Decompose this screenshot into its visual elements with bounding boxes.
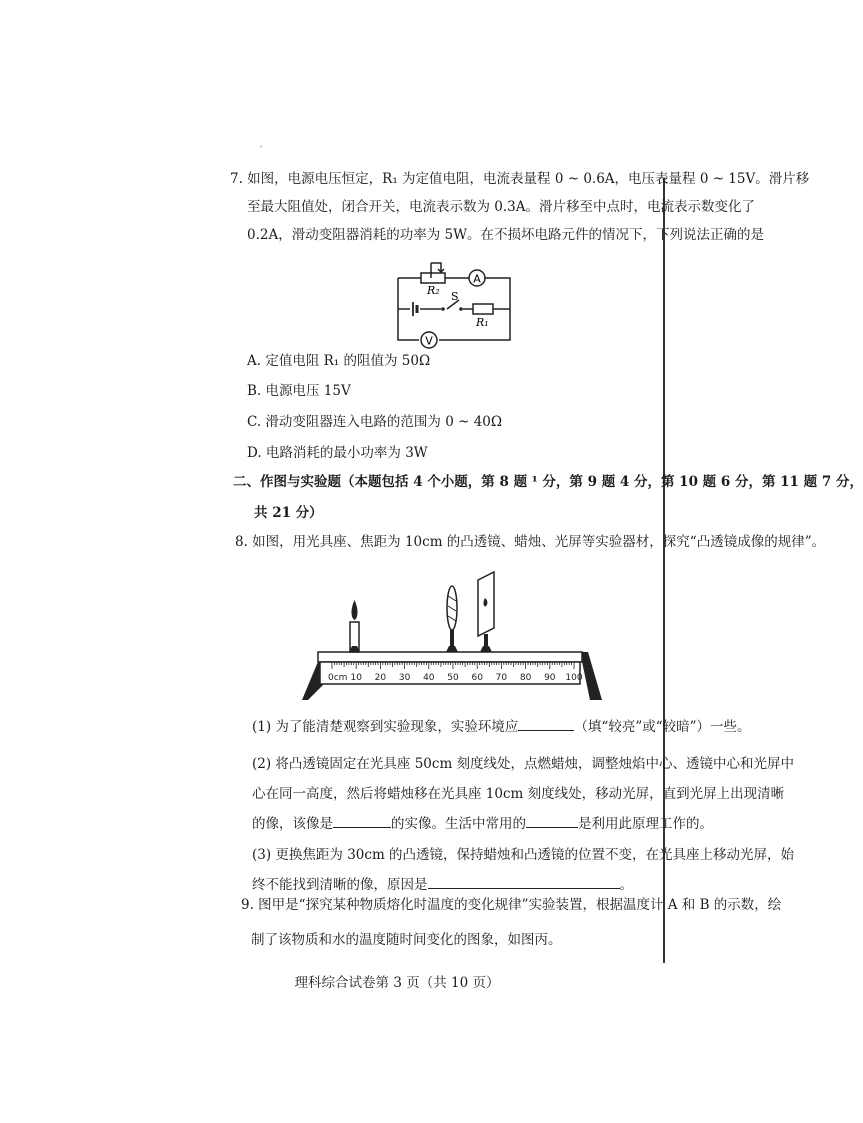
q8-sub3-text: 终不能找到清晰的像，原因是 (252, 877, 428, 893)
q8-sub2-line-2: 心在同一高度，然后将蜡烛移在光具座 10cm 刻度线处，移动光屏，直到光屏上出现清晰 (252, 786, 785, 802)
q8-sub2-line-1: (2) 将凸透镜固定在光具座 50cm 刻度线处，点燃蜡烛，调整烛焰中心、透镜中心和光屏中 (252, 756, 795, 772)
ammeter-label: A (473, 272, 481, 286)
q8-sub3-end: 。 (619, 877, 633, 893)
switch-label: S (451, 290, 459, 303)
r1-label: R₁ (476, 316, 489, 329)
q8-sub1 (252, 718, 751, 736)
q7-option-c: C. 滑动变阻器连入电路的范围为 0 ~ 40Ω (247, 414, 503, 430)
voltmeter-label: V (425, 334, 433, 348)
q8-sub3-line-1: (3) 更换焦距为 30cm 的凸透镜，保持蜡烛和凸透镜的位置不变，在光具座上移动光屏，始 (252, 847, 795, 863)
q8-sub2-text-c: 是利用此原理工作的。 (578, 816, 713, 832)
q7-stem-line-1: 7. 如图，电源电压恒定，R₁ 为定值电阻，电流表量程 0 ~ 0.6A，电压表量程 0 ~ 15V。滑片移 (230, 171, 810, 187)
q8-sub2-text-b: 的实像。生活中常用的 (391, 816, 526, 832)
circuit-diagram (393, 258, 518, 353)
scale-label: 30 (398, 673, 411, 683)
section-2-heading-line-2: 共 21 分） (254, 505, 323, 521)
q7-option-d: D. 电路消耗的最小功率为 3W (247, 445, 428, 461)
scale-label: 60 (471, 673, 483, 683)
q8-sub2-blank-1 (333, 815, 391, 828)
page-footer: 理科综合试卷第 3 页（共 10 页） (294, 975, 500, 991)
scale-label: 50 (447, 673, 459, 683)
q7-option-b: B. 电源电压 15V (247, 383, 351, 399)
scale-label: 20 (374, 673, 387, 683)
q8-sub3-blank (428, 876, 620, 889)
scale-label: 100 (565, 673, 583, 683)
q8-sub1-hint: （填“较亮”或“较暗”）一些。 (574, 719, 751, 735)
scan-speck: ˊ (258, 146, 263, 157)
r2-label: R₂ (427, 284, 440, 297)
q7-stem-line-2: 至最大阻值处，闭合开关，电流表示数为 0.3A。滑片移至中点时，电流表示数变化了 (247, 199, 756, 215)
q8-sub1-blank (518, 718, 574, 731)
scale-label: 0cm (328, 673, 348, 683)
q8-sub2-text-a: 的像，该像是 (252, 816, 333, 832)
scale-label: 70 (495, 673, 508, 683)
scale-label: 40 (423, 673, 435, 683)
q8-sub2-blank-2 (526, 815, 578, 828)
scale-label: 90 (544, 673, 556, 683)
scale-label: 80 (519, 673, 532, 683)
q8-sub2-line-3 (252, 815, 713, 833)
q8-sub1-text: (1) 为了能清楚观察到实验现象，实验环境应 (252, 719, 519, 735)
q8-intro: 8. 如图，用光具座、焦距为 10cm 的凸透镜、蜡烛、光屏等实验器材，探究“凸透镜成像的规律”。 (235, 534, 826, 550)
section-2-heading-line-1: 二、作图与实验题（本题包括 4 个小题，第 8 题 ¹ 分，第 9 题 4 分，第 10 题 6 分，第 11 题 7 分， (233, 474, 863, 490)
candle-flame-icon (351, 600, 357, 620)
q9-line-1: 9. 图甲是“探究某种物质熔化时温度的变化规律”实验装置，根据温度计 A 和 B 的示数，绘 (241, 897, 782, 913)
q9-line-2: 制了该物质和水的温度随时间变化的图象，如图丙。 (251, 932, 562, 948)
q7-option-a: A. 定值电阻 R₁ 的阻值为 50Ω (247, 353, 431, 369)
scale-label: 10 (350, 673, 362, 683)
q7-stem-line-3: 0.2A，滑动变阻器消耗的功率为 5W。在不损坏电路元件的情况下，下列说法正确的是 (247, 227, 764, 243)
optical-bench-figure (300, 568, 600, 703)
q8-sub3-line-2 (252, 876, 633, 894)
